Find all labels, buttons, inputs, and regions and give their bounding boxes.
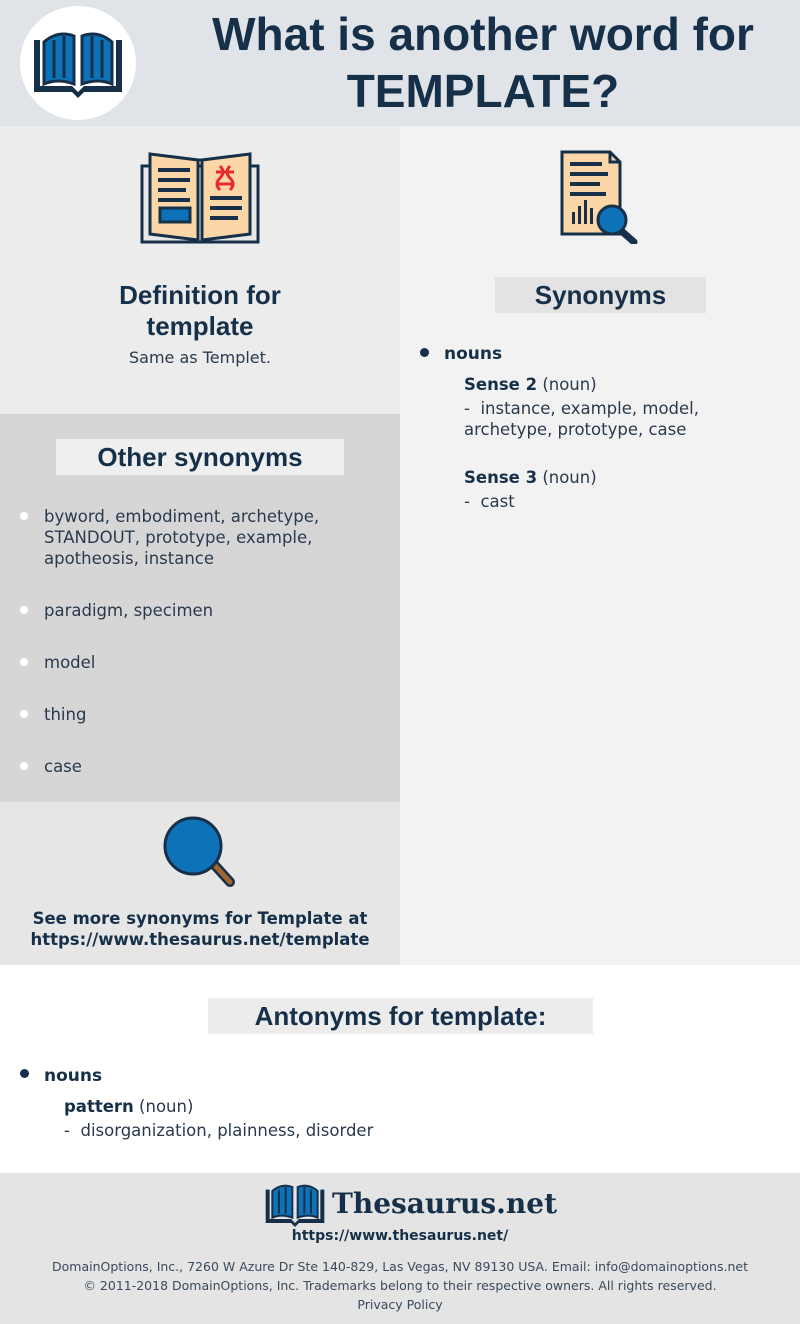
thesaurus-logo-icon <box>264 1183 326 1227</box>
bullet-icon <box>420 348 429 357</box>
bullet-icon <box>20 762 28 770</box>
magnifier-icon <box>162 816 238 888</box>
see-more-link[interactable]: See more synonyms for Template at https://www.thesaurus.net/template <box>30 909 370 949</box>
title-line-2: TEMPLATE? <box>346 65 620 117</box>
page-footer <box>0 1173 800 1324</box>
other-synonyms-heading: Other synonyms <box>56 439 344 475</box>
brand-name[interactable]: Thesaurus.net <box>332 1187 557 1220</box>
other-synonyms-list <box>0 506 400 808</box>
title-line-1: What is another word for <box>212 8 754 60</box>
site-logo[interactable] <box>20 6 136 120</box>
page-title <box>166 6 800 120</box>
sense-heading: Sense 3 (noun) <box>464 468 597 487</box>
definition-panel <box>0 126 400 414</box>
sense-heading: Sense 2 (noun) <box>464 375 597 394</box>
privacy-policy-link[interactable]: Privacy Policy <box>357 1297 443 1312</box>
page-header <box>0 0 800 126</box>
copyright-text: © 2011-2018 DomainOptions, Inc. Trademarks belong to their respective owners. All rights reserved. <box>83 1278 717 1293</box>
synonyms-heading: Synonyms <box>495 277 706 313</box>
bullet-icon <box>20 658 28 666</box>
list-item: paradigm, specimen <box>0 600 400 621</box>
address-text: DomainOptions, Inc., 7260 W Azure Dr Ste 140-829, Las Vegas, NV 89130 USA. Email: info@domainoptions.net <box>52 1259 748 1274</box>
list-item: thing <box>0 704 400 725</box>
dictionary-book-icon <box>140 150 260 246</box>
bullet-icon <box>20 512 28 520</box>
synonyms-pos: nouns <box>444 344 503 364</box>
list-item: case <box>0 756 400 777</box>
sense-words: - cast <box>464 492 515 511</box>
list-item: byword, embodiment, archetype, STANDOUT, prototype, example, apotheosis, instance <box>0 506 400 569</box>
antonym-heading: pattern (noun) <box>64 1097 194 1116</box>
definition-heading: Definition for template <box>119 280 281 341</box>
sense-words: - instance, example, model, archetype, prototype, case <box>464 399 699 439</box>
list-item: model <box>0 652 400 673</box>
bullet-icon <box>20 710 28 718</box>
open-book-logo-icon <box>32 26 124 98</box>
antonyms-heading: Antonyms for template: <box>208 998 593 1034</box>
bullet-icon <box>20 1069 29 1078</box>
document-search-icon <box>558 150 640 244</box>
site-url-link[interactable]: https://www.thesaurus.net/ <box>291 1228 509 1244</box>
antonym-words: - disorganization, plainness, disorder <box>64 1121 374 1140</box>
see-more-panel <box>0 802 400 965</box>
antonyms-pos: nouns <box>44 1066 103 1086</box>
synonyms-panel <box>400 126 800 965</box>
definition-text: Same as Templet. <box>129 348 271 367</box>
other-synonyms-panel <box>0 414 400 802</box>
bullet-icon <box>20 606 28 614</box>
